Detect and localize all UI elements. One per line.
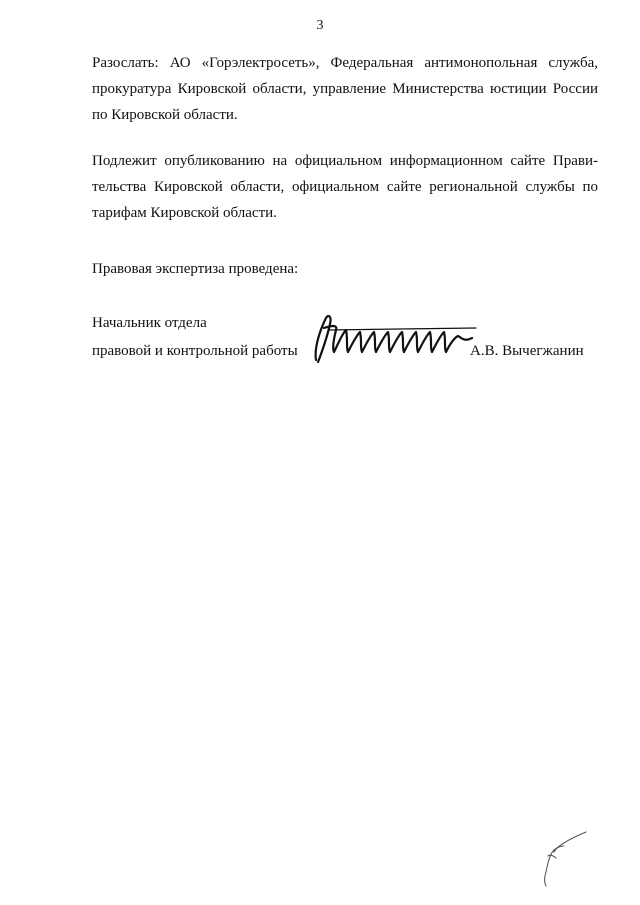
publication-paragraph	[92, 148, 598, 226]
signatory-title-line-1: Начальник отдела	[92, 315, 207, 331]
distribution-paragraph	[92, 50, 598, 128]
publication-line: Подлежит опубликованию на официальном информационном сайте Прави-	[92, 153, 598, 169]
page-number: 3	[316, 18, 324, 33]
distribution-line: по Кировской области.	[92, 107, 238, 123]
handwritten-initial-mark	[524, 828, 590, 890]
signatory-title-line-2: правовой и контрольной работы	[92, 343, 298, 359]
distribution-line: прокуратура Кировской области, управление Министерства юстиции России	[92, 81, 598, 97]
publication-line: тельства Кировской области, официальном сайте региональной службы по	[92, 179, 598, 195]
signatory-name: А.В. Вычегжанин	[470, 343, 584, 359]
publication-line: тарифам Кировской области.	[92, 205, 277, 221]
legal-expertise-note: Правовая экспертиза проведена:	[92, 261, 299, 277]
handwritten-signature	[306, 308, 478, 368]
distribution-line: Разослать: АО «Горэлектросеть», Федеральная антимонопольная служба,	[92, 55, 598, 71]
